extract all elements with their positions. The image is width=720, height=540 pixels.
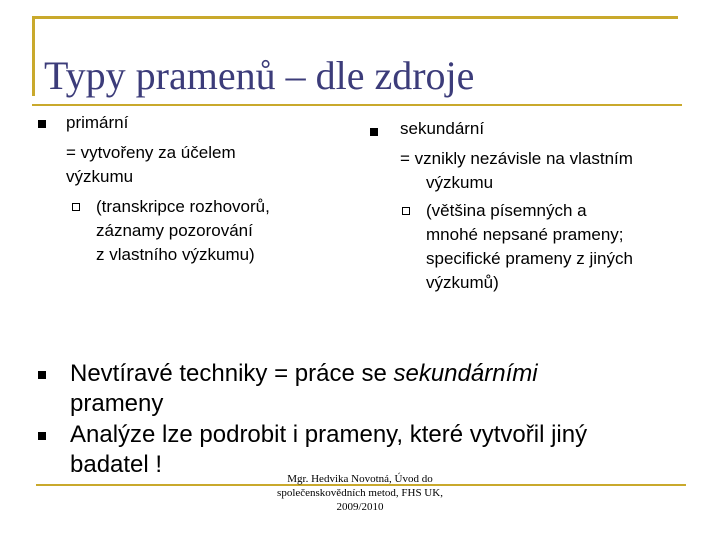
primary-example-line3: z vlastního výzkumu) (96, 245, 255, 264)
unobtrusive-techniques-line2: prameny (70, 390, 164, 417)
bullet-secondary-icon (370, 128, 378, 136)
secondary-definition-line1: = vznikly nezávisle na vlastním (400, 149, 633, 168)
footer-line3: 2009/2010 (336, 501, 384, 513)
primary-example-line2: záznamy pozorování (96, 221, 253, 240)
analysis-line2: badatel ! (70, 451, 163, 478)
primary-definition-line2: výzkumu (66, 167, 134, 186)
secondary-example-line4: výzkumů) (426, 273, 499, 292)
footer-line2: společenskovědních metod, FHS UK, (277, 487, 443, 499)
frame-top-line (32, 16, 678, 19)
secondary-example-line1: (většina písemných a (426, 201, 587, 220)
sub-bullet-secondary-icon (402, 207, 410, 215)
primary-example-line1: (transkripce rozhovorů, (96, 197, 270, 216)
sub-bullet-primary-icon (72, 203, 80, 211)
slide-title: Typy pramenů – dle zdroje (44, 53, 475, 98)
title-underline (32, 104, 682, 106)
footer-credit (250, 472, 470, 514)
analysis-line1: Analýze lze podrobit i prameny, které vytvořil jiný (70, 421, 588, 448)
unobtrusive-emphasis: sekundárními (393, 360, 538, 387)
unobtrusive-techniques-line1 (70, 362, 538, 386)
frame-left-line (32, 16, 35, 96)
secondary-definition-line2: výzkumu (426, 173, 494, 192)
unobtrusive-text: Nevtíravé techniky = práce se (70, 360, 394, 387)
primary-definition-line1: = vytvořeny za účelem (66, 143, 236, 162)
bullet-unobtrusive-icon (38, 371, 46, 379)
secondary-heading: sekundární (400, 119, 485, 138)
bullet-analysis-icon (38, 432, 46, 440)
secondary-example-line2: mnohé nepsané prameny; (426, 225, 624, 244)
primary-heading: primární (66, 113, 129, 132)
bullet-primary-icon (38, 120, 46, 128)
secondary-example-line3: specifické prameny z jiných (426, 249, 633, 268)
footer-line1: Mgr. Hedvika Novotná, Úvod do (287, 473, 433, 485)
